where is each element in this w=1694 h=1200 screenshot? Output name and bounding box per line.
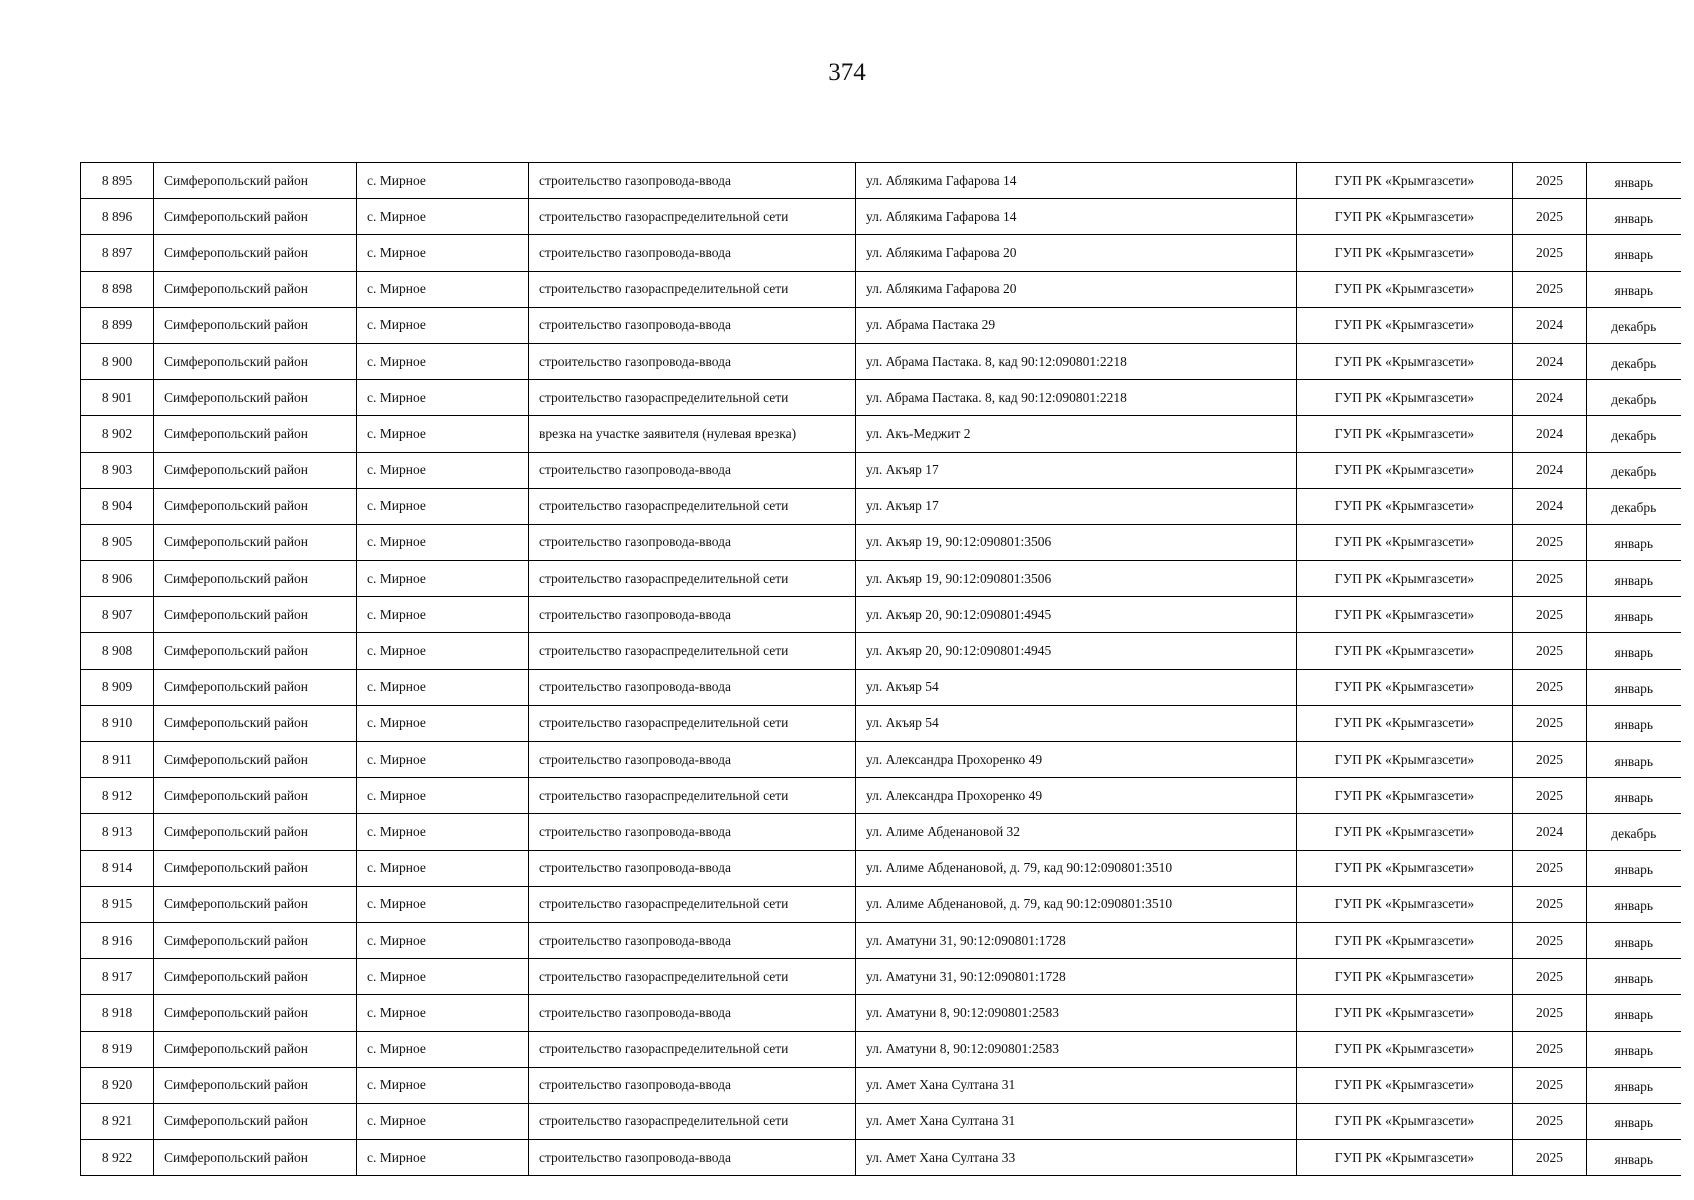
year-cell: 2025 [1513, 199, 1587, 235]
operator-cell: ГУП РК «Крымгазсети» [1297, 1103, 1513, 1139]
year-cell: 2025 [1513, 742, 1587, 778]
row-number-cell: 8 905 [81, 524, 154, 560]
settlement-cell: с. Мирное [357, 705, 529, 741]
work-type-cell: строительство газораспределительной сети [529, 271, 856, 307]
district-cell: Симферопольский район [154, 1140, 357, 1176]
address-cell: ул. Амет Хана Султана 31 [856, 1103, 1297, 1139]
settlement-cell: с. Мирное [357, 416, 529, 452]
district-cell: Симферопольский район [154, 959, 357, 995]
table-row [81, 778, 1681, 814]
month-cell: январь [1587, 705, 1681, 741]
operator-cell: ГУП РК «Крымгазсети» [1297, 669, 1513, 705]
month-cell: январь [1587, 235, 1681, 271]
settlement-cell: с. Мирное [357, 1140, 529, 1176]
work-type-cell: строительство газопровода-ввода [529, 922, 856, 958]
year-cell: 2025 [1513, 163, 1587, 199]
settlement-cell: с. Мирное [357, 199, 529, 235]
settlement-cell: с. Мирное [357, 597, 529, 633]
work-type-cell: строительство газопровода-ввода [529, 524, 856, 560]
row-number-cell: 8 910 [81, 705, 154, 741]
row-number-cell: 8 906 [81, 561, 154, 597]
year-cell: 2025 [1513, 922, 1587, 958]
month-cell: январь [1587, 778, 1681, 814]
district-cell: Симферопольский район [154, 669, 357, 705]
table-row [81, 1031, 1681, 1067]
row-number-cell: 8 899 [81, 307, 154, 343]
settlement-cell: с. Мирное [357, 669, 529, 705]
work-type-cell: строительство газопровода-ввода [529, 235, 856, 271]
address-cell: ул. Акъяр 19, 90:12:090801:3506 [856, 561, 1297, 597]
work-type-cell: строительство газораспределительной сети [529, 488, 856, 524]
month-cell: январь [1587, 633, 1681, 669]
year-cell: 2025 [1513, 271, 1587, 307]
work-type-cell: строительство газораспределительной сети [529, 1031, 856, 1067]
row-number-cell: 8 909 [81, 669, 154, 705]
work-type-cell: строительство газораспределительной сети [529, 561, 856, 597]
table-row [81, 343, 1681, 379]
address-cell: ул. Акъяр 19, 90:12:090801:3506 [856, 524, 1297, 560]
work-type-cell: строительство газораспределительной сети [529, 705, 856, 741]
operator-cell: ГУП РК «Крымгазсети» [1297, 814, 1513, 850]
district-cell: Симферопольский район [154, 1067, 357, 1103]
row-number-cell: 8 919 [81, 1031, 154, 1067]
address-cell: ул. Аматуни 31, 90:12:090801:1728 [856, 959, 1297, 995]
year-cell: 2025 [1513, 995, 1587, 1031]
year-cell: 2025 [1513, 1031, 1587, 1067]
address-cell: ул. Алиме Абденановой 32 [856, 814, 1297, 850]
district-cell: Симферопольский район [154, 1103, 357, 1139]
address-cell: ул. Акъяр 20, 90:12:090801:4945 [856, 633, 1297, 669]
row-number-cell: 8 895 [81, 163, 154, 199]
work-type-cell: строительство газопровода-ввода [529, 850, 856, 886]
month-cell: январь [1587, 1140, 1681, 1176]
operator-cell: ГУП РК «Крымгазсети» [1297, 380, 1513, 416]
work-type-cell: строительство газопровода-ввода [529, 343, 856, 379]
work-type-cell: строительство газораспределительной сети [529, 199, 856, 235]
year-cell: 2025 [1513, 850, 1587, 886]
district-cell: Симферопольский район [154, 163, 357, 199]
month-cell: январь [1587, 669, 1681, 705]
operator-cell: ГУП РК «Крымгазсети» [1297, 416, 1513, 452]
row-number-cell: 8 915 [81, 886, 154, 922]
district-cell: Симферопольский район [154, 850, 357, 886]
settlement-cell: с. Мирное [357, 922, 529, 958]
address-cell: ул. Акъяр 54 [856, 669, 1297, 705]
settlement-cell: с. Мирное [357, 778, 529, 814]
address-cell: ул. Акъ-Меджит 2 [856, 416, 1297, 452]
table-row [81, 561, 1681, 597]
year-cell: 2024 [1513, 416, 1587, 452]
table-row [81, 995, 1681, 1031]
row-number-cell: 8 907 [81, 597, 154, 633]
row-number-cell: 8 904 [81, 488, 154, 524]
settlement-cell: с. Мирное [357, 959, 529, 995]
address-cell: ул. Аблякима Гафарова 14 [856, 163, 1297, 199]
month-cell: январь [1587, 199, 1681, 235]
row-number-cell: 8 920 [81, 1067, 154, 1103]
address-cell: ул. Алиме Абденановой, д. 79, кад 90:12:090801:3510 [856, 850, 1297, 886]
year-cell: 2024 [1513, 814, 1587, 850]
address-cell: ул. Абрама Пастака 29 [856, 307, 1297, 343]
table-row [81, 271, 1681, 307]
operator-cell: ГУП РК «Крымгазсети» [1297, 850, 1513, 886]
district-cell: Симферопольский район [154, 235, 357, 271]
month-cell: декабрь [1587, 416, 1681, 452]
year-cell: 2025 [1513, 1140, 1587, 1176]
year-cell: 2025 [1513, 633, 1587, 669]
month-cell: январь [1587, 886, 1681, 922]
work-type-cell: строительство газораспределительной сети [529, 1103, 856, 1139]
row-number-cell: 8 914 [81, 850, 154, 886]
district-cell: Симферопольский район [154, 561, 357, 597]
district-cell: Симферопольский район [154, 488, 357, 524]
work-type-cell: строительство газораспределительной сети [529, 633, 856, 669]
settlement-cell: с. Мирное [357, 814, 529, 850]
work-type-cell: строительство газораспределительной сети [529, 380, 856, 416]
operator-cell: ГУП РК «Крымгазсети» [1297, 199, 1513, 235]
year-cell: 2024 [1513, 343, 1587, 379]
row-number-cell: 8 898 [81, 271, 154, 307]
district-cell: Симферопольский район [154, 452, 357, 488]
district-cell: Симферопольский район [154, 814, 357, 850]
row-number-cell: 8 900 [81, 343, 154, 379]
work-type-cell: строительство газопровода-ввода [529, 814, 856, 850]
row-number-cell: 8 912 [81, 778, 154, 814]
work-type-cell: строительство газораспределительной сети [529, 778, 856, 814]
address-cell: ул. Александра Прохоренко 49 [856, 778, 1297, 814]
address-cell: ул. Абрама Пастака. 8, кад 90:12:090801:2218 [856, 380, 1297, 416]
month-cell: январь [1587, 995, 1681, 1031]
settlement-cell: с. Мирное [357, 163, 529, 199]
year-cell: 2024 [1513, 307, 1587, 343]
operator-cell: ГУП РК «Крымгазсети» [1297, 561, 1513, 597]
table-row [81, 488, 1681, 524]
address-cell: ул. Алиме Абденановой, д. 79, кад 90:12:090801:3510 [856, 886, 1297, 922]
row-number-cell: 8 901 [81, 380, 154, 416]
settlement-cell: с. Мирное [357, 742, 529, 778]
month-cell: январь [1587, 597, 1681, 633]
month-cell: январь [1587, 163, 1681, 199]
row-number-cell: 8 911 [81, 742, 154, 778]
district-cell: Симферопольский район [154, 199, 357, 235]
row-number-cell: 8 917 [81, 959, 154, 995]
gasification-register-table [80, 162, 1681, 1176]
address-cell: ул. Акъяр 20, 90:12:090801:4945 [856, 597, 1297, 633]
address-cell: ул. Аблякима Гафарова 14 [856, 199, 1297, 235]
row-number-cell: 8 908 [81, 633, 154, 669]
table-row [81, 524, 1681, 560]
address-cell: ул. Абрама Пастака. 8, кад 90:12:090801:2218 [856, 343, 1297, 379]
month-cell: декабрь [1587, 814, 1681, 850]
operator-cell: ГУП РК «Крымгазсети» [1297, 633, 1513, 669]
operator-cell: ГУП РК «Крымгазсети» [1297, 307, 1513, 343]
district-cell: Симферопольский район [154, 343, 357, 379]
table-row [81, 235, 1681, 271]
district-cell: Симферопольский район [154, 922, 357, 958]
address-cell: ул. Амет Хана Султана 33 [856, 1140, 1297, 1176]
district-cell: Симферопольский район [154, 380, 357, 416]
table-row [81, 814, 1681, 850]
month-cell: январь [1587, 1031, 1681, 1067]
work-type-cell: строительство газопровода-ввода [529, 1140, 856, 1176]
work-type-cell: строительство газопровода-ввода [529, 597, 856, 633]
year-cell: 2024 [1513, 488, 1587, 524]
row-number-cell: 8 897 [81, 235, 154, 271]
operator-cell: ГУП РК «Крымгазсети» [1297, 163, 1513, 199]
district-cell: Симферопольский район [154, 1031, 357, 1067]
table-row [81, 742, 1681, 778]
district-cell: Симферопольский район [154, 633, 357, 669]
settlement-cell: с. Мирное [357, 886, 529, 922]
year-cell: 2025 [1513, 778, 1587, 814]
table-row [81, 307, 1681, 343]
operator-cell: ГУП РК «Крымгазсети» [1297, 597, 1513, 633]
year-cell: 2025 [1513, 597, 1587, 633]
work-type-cell: строительство газопровода-ввода [529, 669, 856, 705]
year-cell: 2025 [1513, 1067, 1587, 1103]
operator-cell: ГУП РК «Крымгазсети» [1297, 1067, 1513, 1103]
table-row [81, 452, 1681, 488]
district-cell: Симферопольский район [154, 307, 357, 343]
table-row [81, 1067, 1681, 1103]
table-row [81, 633, 1681, 669]
operator-cell: ГУП РК «Крымгазсети» [1297, 959, 1513, 995]
month-cell: январь [1587, 922, 1681, 958]
operator-cell: ГУП РК «Крымгазсети» [1297, 742, 1513, 778]
district-cell: Симферопольский район [154, 271, 357, 307]
district-cell: Симферопольский район [154, 416, 357, 452]
table-row [81, 886, 1681, 922]
district-cell: Симферопольский район [154, 705, 357, 741]
operator-cell: ГУП РК «Крымгазсети» [1297, 271, 1513, 307]
month-cell: январь [1587, 524, 1681, 560]
settlement-cell: с. Мирное [357, 1103, 529, 1139]
table-row [81, 705, 1681, 741]
address-cell: ул. Аблякима Гафарова 20 [856, 235, 1297, 271]
year-cell: 2025 [1513, 886, 1587, 922]
work-type-cell: врезка на участке заявителя (нулевая врезка) [529, 416, 856, 452]
operator-cell: ГУП РК «Крымгазсети» [1297, 452, 1513, 488]
operator-cell: ГУП РК «Крымгазсети» [1297, 886, 1513, 922]
work-type-cell: строительство газопровода-ввода [529, 307, 856, 343]
month-cell: январь [1587, 850, 1681, 886]
year-cell: 2025 [1513, 669, 1587, 705]
year-cell: 2025 [1513, 524, 1587, 560]
work-type-cell: строительство газопровода-ввода [529, 452, 856, 488]
page-number: 374 [828, 59, 866, 86]
row-number-cell: 8 913 [81, 814, 154, 850]
row-number-cell: 8 903 [81, 452, 154, 488]
row-number-cell: 8 921 [81, 1103, 154, 1139]
operator-cell: ГУП РК «Крымгазсети» [1297, 1140, 1513, 1176]
table-row [81, 850, 1681, 886]
work-type-cell: строительство газораспределительной сети [529, 959, 856, 995]
work-type-cell: строительство газопровода-ввода [529, 1067, 856, 1103]
address-cell: ул. Аблякима Гафарова 20 [856, 271, 1297, 307]
month-cell: январь [1587, 1067, 1681, 1103]
year-cell: 2025 [1513, 959, 1587, 995]
address-cell: ул. Акъяр 17 [856, 452, 1297, 488]
address-cell: ул. Аматуни 8, 90:12:090801:2583 [856, 1031, 1297, 1067]
settlement-cell: с. Мирное [357, 561, 529, 597]
table-row [81, 597, 1681, 633]
operator-cell: ГУП РК «Крымгазсети» [1297, 995, 1513, 1031]
settlement-cell: с. Мирное [357, 1067, 529, 1103]
settlement-cell: с. Мирное [357, 524, 529, 560]
operator-cell: ГУП РК «Крымгазсети» [1297, 778, 1513, 814]
month-cell: январь [1587, 742, 1681, 778]
settlement-cell: с. Мирное [357, 235, 529, 271]
address-cell: ул. Аматуни 31, 90:12:090801:1728 [856, 922, 1297, 958]
operator-cell: ГУП РК «Крымгазсети» [1297, 705, 1513, 741]
year-cell: 2025 [1513, 1103, 1587, 1139]
district-cell: Симферопольский район [154, 597, 357, 633]
table-row [81, 669, 1681, 705]
month-cell: январь [1587, 959, 1681, 995]
settlement-cell: с. Мирное [357, 1031, 529, 1067]
year-cell: 2024 [1513, 380, 1587, 416]
operator-cell: ГУП РК «Крымгазсети» [1297, 235, 1513, 271]
operator-cell: ГУП РК «Крымгазсети» [1297, 343, 1513, 379]
settlement-cell: с. Мирное [357, 380, 529, 416]
year-cell: 2025 [1513, 561, 1587, 597]
row-number-cell: 8 916 [81, 922, 154, 958]
operator-cell: ГУП РК «Крымгазсети» [1297, 1031, 1513, 1067]
month-cell: декабрь [1587, 488, 1681, 524]
settlement-cell: с. Мирное [357, 452, 529, 488]
address-cell: ул. Александра Прохоренко 49 [856, 742, 1297, 778]
settlement-cell: с. Мирное [357, 488, 529, 524]
work-type-cell: строительство газопровода-ввода [529, 995, 856, 1031]
month-cell: январь [1587, 1103, 1681, 1139]
settlement-cell: с. Мирное [357, 307, 529, 343]
district-cell: Симферопольский район [154, 742, 357, 778]
month-cell: декабрь [1587, 343, 1681, 379]
row-number-cell: 8 896 [81, 199, 154, 235]
month-cell: декабрь [1587, 307, 1681, 343]
year-cell: 2024 [1513, 452, 1587, 488]
table-row [81, 922, 1681, 958]
month-cell: январь [1587, 561, 1681, 597]
year-cell: 2025 [1513, 235, 1587, 271]
month-cell: декабрь [1587, 452, 1681, 488]
address-cell: ул. Амет Хана Султана 31 [856, 1067, 1297, 1103]
work-type-cell: строительство газораспределительной сети [529, 886, 856, 922]
month-cell: декабрь [1587, 380, 1681, 416]
operator-cell: ГУП РК «Крымгазсети» [1297, 488, 1513, 524]
settlement-cell: с. Мирное [357, 343, 529, 379]
table-row [81, 959, 1681, 995]
table-row [81, 199, 1681, 235]
settlement-cell: с. Мирное [357, 633, 529, 669]
district-cell: Симферопольский район [154, 886, 357, 922]
table-row [81, 380, 1681, 416]
table-row [81, 416, 1681, 452]
district-cell: Симферопольский район [154, 524, 357, 560]
row-number-cell: 8 902 [81, 416, 154, 452]
settlement-cell: с. Мирное [357, 271, 529, 307]
settlement-cell: с. Мирное [357, 850, 529, 886]
settlement-cell: с. Мирное [357, 995, 529, 1031]
district-cell: Симферопольский район [154, 778, 357, 814]
row-number-cell: 8 918 [81, 995, 154, 1031]
table-row [81, 163, 1681, 199]
row-number-cell: 8 922 [81, 1140, 154, 1176]
address-cell: ул. Аматуни 8, 90:12:090801:2583 [856, 995, 1297, 1031]
table-row [81, 1140, 1681, 1176]
month-cell: январь [1587, 271, 1681, 307]
work-type-cell: строительство газопровода-ввода [529, 163, 856, 199]
register-table-body [81, 163, 1681, 1176]
operator-cell: ГУП РК «Крымгазсети» [1297, 524, 1513, 560]
district-cell: Симферопольский район [154, 995, 357, 1031]
address-cell: ул. Акъяр 17 [856, 488, 1297, 524]
address-cell: ул. Акъяр 54 [856, 705, 1297, 741]
year-cell: 2025 [1513, 705, 1587, 741]
work-type-cell: строительство газопровода-ввода [529, 742, 856, 778]
operator-cell: ГУП РК «Крымгазсети» [1297, 922, 1513, 958]
table-row [81, 1103, 1681, 1139]
